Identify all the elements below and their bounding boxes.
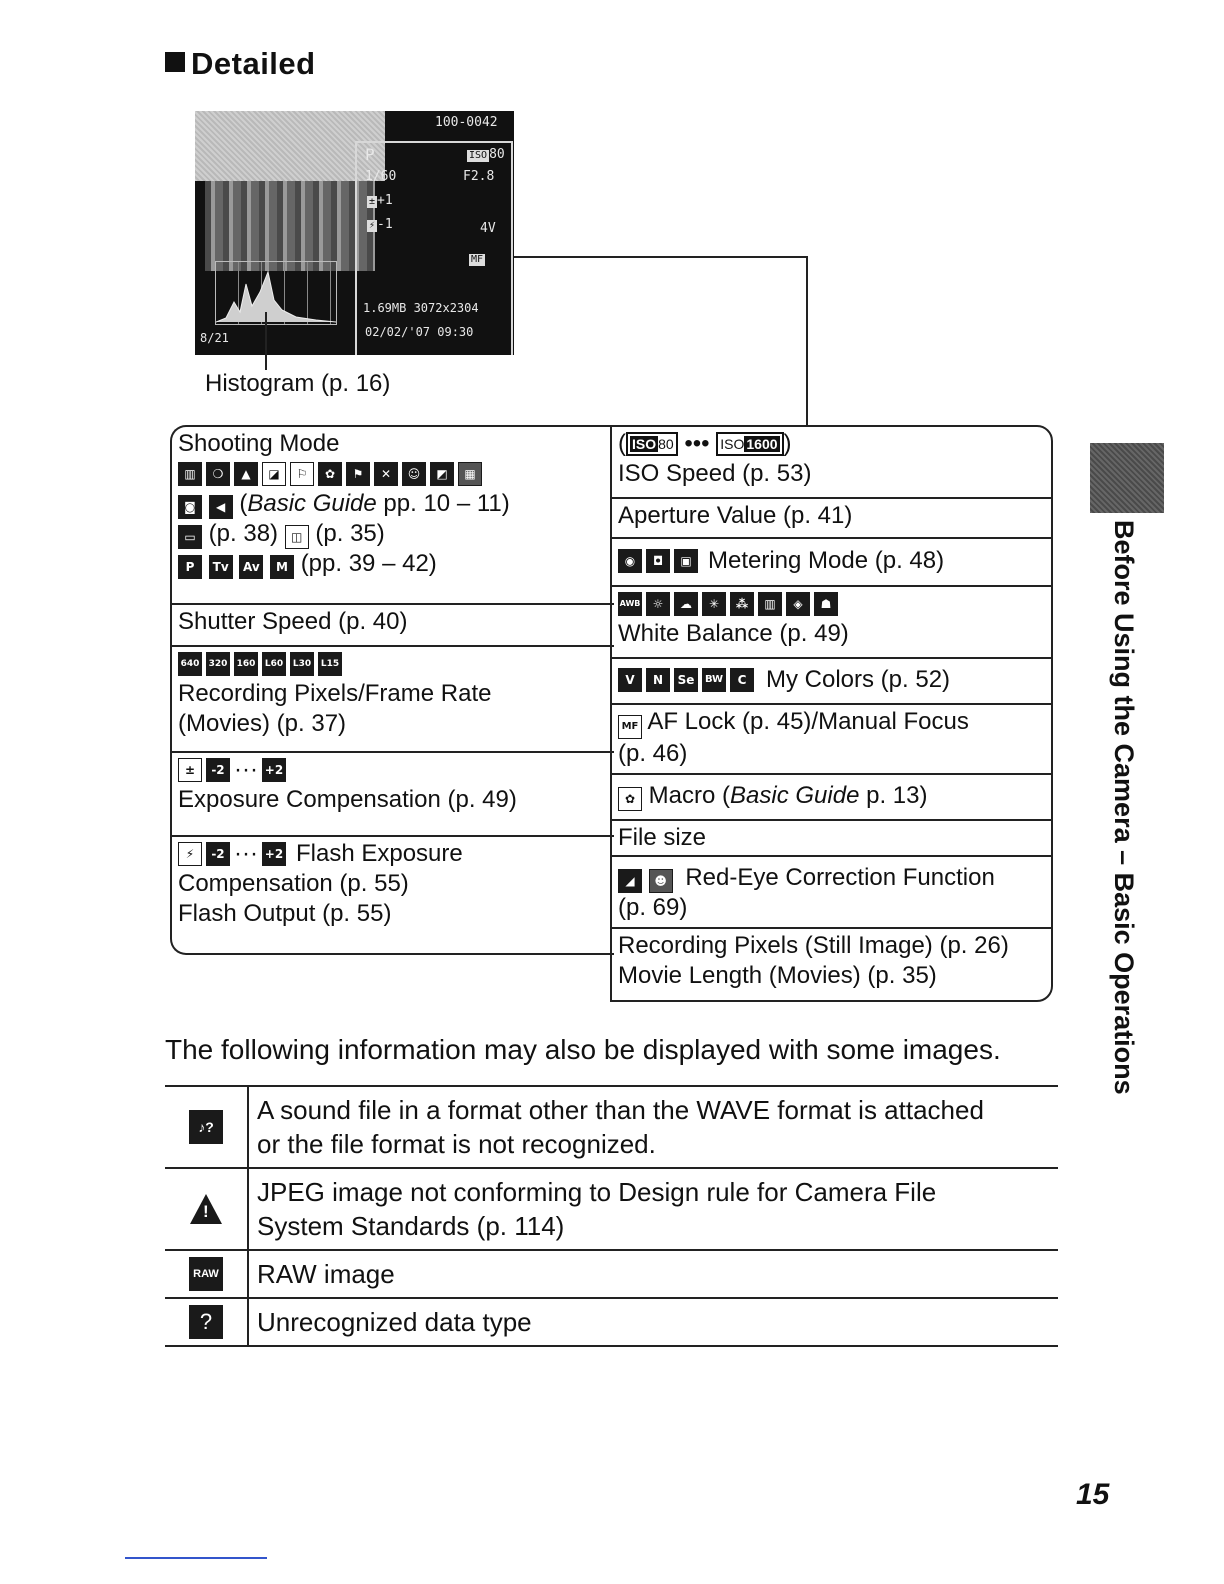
manual-mode-icon: M bbox=[270, 555, 294, 579]
center-weighted-icon: ◘ bbox=[646, 549, 670, 573]
fe-plus-icon: +2 bbox=[262, 842, 286, 866]
iso-80-icon: ISO 80 bbox=[626, 432, 678, 456]
histogram-leader-line bbox=[265, 312, 267, 370]
file-number: 100-0042 bbox=[435, 115, 498, 130]
metering-cell: ◉ ◘ ▣ Metering Mode (p. 48) bbox=[612, 539, 1051, 587]
pasm-line: P Tv Av M (pp. 39 – 42) bbox=[178, 549, 608, 579]
red-eye-icon: ◢ bbox=[618, 869, 642, 893]
movie-size-icon: 320 bbox=[206, 652, 230, 676]
mycolors-icon: BW bbox=[702, 668, 726, 692]
scene-icon: ▥ bbox=[178, 462, 202, 486]
movie-size-icons bbox=[178, 649, 608, 679]
wb-icon: AWB bbox=[618, 592, 642, 616]
wb-icon: ☁ bbox=[674, 592, 698, 616]
mycolors-readout: 4V bbox=[480, 221, 496, 236]
av-mode-icon: Av bbox=[239, 555, 263, 579]
scene-icon: ❍ bbox=[206, 462, 230, 486]
my-colors-cell: V N Se BW C My Colors (p. 52) bbox=[612, 659, 1051, 705]
iso-readout: ISO 80 bbox=[469, 147, 505, 162]
unknown-data-icon: ? bbox=[189, 1305, 223, 1339]
exp-comp-readout: ± +1 bbox=[369, 193, 393, 208]
custom-mode-icon: ◫ bbox=[285, 525, 309, 549]
movie-size-icon: 160 bbox=[234, 652, 258, 676]
footer-rule bbox=[125, 1557, 267, 1559]
image-counter: 8/21 bbox=[200, 331, 229, 345]
table-row: RAW RAW image bbox=[165, 1251, 1058, 1299]
recording-pixels-cell: 640 320 160 L60 L30 L15 Recording Pixels/Frame Rate (Movies) (p. 37) bbox=[172, 647, 614, 753]
mode-readout: P bbox=[365, 145, 375, 164]
chapter-tab-marker bbox=[1090, 443, 1164, 513]
macro-flower-icon: ✿ bbox=[618, 787, 642, 811]
mycolors-icon: C bbox=[730, 668, 754, 692]
portrait-mode-icon: ◙ bbox=[178, 495, 202, 519]
p38-line: ▭ (p. 38) ◫ (p. 35) bbox=[178, 519, 608, 549]
wb-icon: ⁂ bbox=[730, 592, 754, 616]
mycolors-icon: Se bbox=[674, 668, 698, 692]
photo-buildings bbox=[205, 181, 375, 271]
date-time-readout: 02/02/'07 09:30 bbox=[365, 325, 474, 339]
fe-minus-icon: -2 bbox=[206, 842, 230, 866]
scene-mode-icons bbox=[178, 459, 608, 489]
scene-icon: ✿ bbox=[318, 462, 342, 486]
wb-icon: ☼ bbox=[646, 592, 670, 616]
info-leader-line-h bbox=[514, 256, 808, 258]
movie-size-icon: L30 bbox=[290, 652, 314, 676]
movie-mode-icon: ◀ bbox=[209, 495, 233, 519]
red-eye-face-icon: ☻ bbox=[649, 869, 673, 893]
mf-readout: MF bbox=[471, 254, 484, 265]
iso-1600-icon: ISO 1600 bbox=[716, 432, 783, 456]
raw-icon: RAW bbox=[189, 1257, 223, 1291]
scene-icon: ⚐ bbox=[290, 462, 314, 486]
table-row: ? Unrecognized data type bbox=[165, 1299, 1058, 1347]
histogram-label: Histogram (p. 16) bbox=[205, 370, 391, 397]
flash-comp-icon: ⚡ bbox=[178, 842, 202, 866]
ec-plus-icon: +2 bbox=[262, 758, 286, 782]
movie-size-icon: L15 bbox=[318, 652, 342, 676]
left-info-box bbox=[170, 425, 614, 955]
table-row: ♪? A sound file in a format other than the WAVE format is attached or the file format is not recognized. bbox=[165, 1087, 1058, 1169]
wb-icon: ✳ bbox=[702, 592, 726, 616]
tv-mode-icon: Tv bbox=[209, 555, 233, 579]
exposure-comp-icon: ± bbox=[178, 758, 202, 782]
camera-lcd-illustration bbox=[195, 111, 514, 355]
wb-icon: ◈ bbox=[786, 592, 810, 616]
macro-cell: ✿ Macro (Basic Guide p. 13) bbox=[612, 775, 1051, 821]
scene-icon: ✕ bbox=[374, 462, 398, 486]
ec-minus-icon: -2 bbox=[206, 758, 230, 782]
histogram-curve bbox=[216, 262, 336, 324]
histogram-graph bbox=[215, 261, 337, 325]
info-leader-line-v bbox=[806, 256, 808, 426]
aperture-cell: Aperture Value (p. 41) bbox=[612, 499, 1051, 539]
flash-exposure-cell: ⚡ -2 ··· +2 Flash Exposure Compensation (p. 55) Flash Output (p. 55) bbox=[178, 840, 463, 927]
sound-file-icon: ♪? bbox=[189, 1110, 223, 1144]
evaluative-metering-icon: ◉ bbox=[618, 549, 642, 573]
exposure-comp-cell: ± -2 ··· +2 Exposure Compensation (p. 49) bbox=[172, 753, 614, 837]
size-resolution-readout: 1.69MB 3072x2304 bbox=[363, 301, 479, 315]
basic-guide-line: ◙ ◀ (Basic Guide pp. 10 – 11) bbox=[178, 489, 608, 519]
scene-icon: ▲ bbox=[234, 462, 258, 486]
right-info-box bbox=[610, 425, 1053, 1002]
movie-size-icon: 640 bbox=[178, 652, 202, 676]
chapter-side-title: Before Using the Camera – Basic Operations bbox=[1109, 520, 1139, 1095]
af-lock-cell: MF AF Lock (p. 45)/Manual Focus (p. 46) bbox=[612, 705, 1051, 775]
bullet-square-icon bbox=[165, 52, 185, 72]
shutter-readout: 1/60 bbox=[365, 169, 397, 184]
table-row: ! JPEG image not conforming to Design rule for Camera File System Standards (p. 114) bbox=[165, 1169, 1058, 1251]
wb-icon: ▥ bbox=[758, 592, 782, 616]
scene-icon: ☺ bbox=[402, 462, 426, 486]
red-eye-cell: ◢ ☻ Red-Eye Correction Function (p. 69) bbox=[612, 857, 1051, 929]
flash-comp-readout: ⚡ -1 bbox=[369, 217, 393, 232]
warning-triangle-icon: ! bbox=[190, 1194, 222, 1224]
scene-icon: ⚑ bbox=[346, 462, 370, 486]
white-balance-cell: AWB ☼ ☁ ✳ ⁂ ▥ ◈ ☗ White Balance (p. 49) bbox=[612, 587, 1051, 659]
extra-info-table bbox=[165, 1085, 1058, 1347]
mycolors-icon: V bbox=[618, 668, 642, 692]
file-size-cell: File size bbox=[612, 821, 1051, 857]
spot-metering-icon: ▣ bbox=[674, 549, 698, 573]
scene-icon: ◪ bbox=[262, 462, 286, 486]
shooting-mode-cell bbox=[172, 427, 614, 605]
page-number: 15 bbox=[1076, 1478, 1110, 1511]
program-mode-icon: P bbox=[178, 555, 202, 579]
movie-size-icon: L60 bbox=[262, 652, 286, 676]
mycolors-icon: N bbox=[646, 668, 670, 692]
section-heading: Detailed bbox=[165, 46, 316, 82]
wb-icon: ☗ bbox=[814, 592, 838, 616]
iso-speed-cell: ( ISO 80 ••• ISO 1600 ) ISO Speed (p. 53) bbox=[612, 427, 1051, 499]
aperture-readout: F2.8 bbox=[463, 169, 495, 184]
scene-icon: ◩ bbox=[430, 462, 454, 486]
mf-icon: MF bbox=[618, 715, 642, 739]
stitch-assist-icon: ▭ bbox=[178, 525, 202, 549]
intro-paragraph: The following information may also be displayed with some images. bbox=[165, 1034, 1001, 1065]
shooting-mode-title: Shooting Mode bbox=[178, 430, 340, 457]
shutter-speed-cell: Shutter Speed (p. 40) bbox=[172, 605, 614, 647]
recording-pixels-still-cell: Recording Pixels (Still Image) (p. 26) Movie Length (Movies) (p. 35) bbox=[618, 932, 1009, 989]
scene-icon: ▦ bbox=[458, 462, 482, 486]
